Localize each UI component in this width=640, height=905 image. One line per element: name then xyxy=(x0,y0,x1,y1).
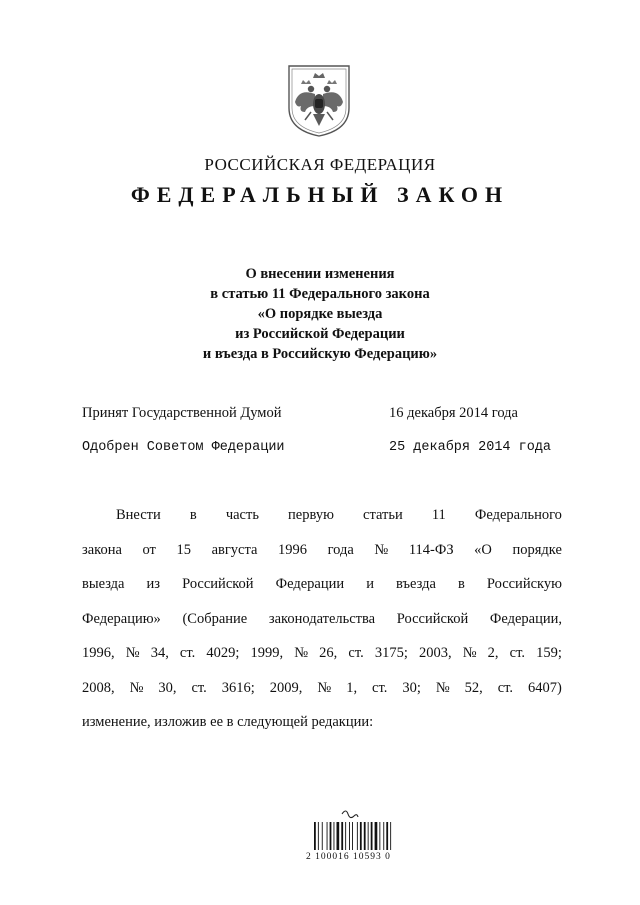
body-word: № xyxy=(317,679,332,696)
barcode-bar xyxy=(334,822,335,850)
body-line xyxy=(82,680,562,715)
body-word: из xyxy=(146,576,161,592)
body-word: порядке xyxy=(512,541,562,558)
adoption-date: 25 декабря 2014 года xyxy=(389,440,552,455)
body-word: ст. xyxy=(179,645,196,661)
barcode-bar xyxy=(352,822,353,850)
barcode-bar xyxy=(349,822,350,850)
barcode-bar xyxy=(318,822,319,850)
body-word: 2009, xyxy=(269,679,303,696)
barcode-bar xyxy=(345,822,346,850)
body-word: 4029; xyxy=(206,645,240,661)
barcode-bar xyxy=(357,822,358,850)
body-word: въезда xyxy=(396,576,436,592)
barcode-bar xyxy=(383,822,384,850)
body-word: ст. xyxy=(348,645,364,661)
body-word: «О xyxy=(474,541,492,558)
body-word: № xyxy=(462,645,477,661)
body-line xyxy=(82,542,562,577)
body-word: Российскую xyxy=(486,576,562,592)
body-word: от xyxy=(142,541,156,558)
body-word: 2003, xyxy=(418,645,452,661)
body-line xyxy=(82,576,562,611)
document-type-title: ФЕДЕРАЛЬНЫЙ ЗАКОН xyxy=(130,182,510,207)
body-word: 30, xyxy=(158,679,177,696)
law-body-text xyxy=(82,507,562,749)
barcode-bar xyxy=(360,822,362,850)
body-word: 6407) xyxy=(528,679,562,696)
body-word: Федерального xyxy=(474,507,562,523)
adoption-date: 16 декабря 2014 года xyxy=(389,405,518,421)
barcode-bar xyxy=(364,822,366,850)
body-word: Федерации xyxy=(275,576,345,592)
body-word: Федерацию» xyxy=(82,610,161,627)
barcode-bar xyxy=(386,822,388,850)
barcode-bar xyxy=(330,822,332,850)
body-word: законодательства xyxy=(268,610,376,627)
coat-of-arms-icon xyxy=(285,62,353,138)
body-word: изменение, изложив ее в следующей редакции: xyxy=(82,714,374,730)
body-word: ст. xyxy=(191,679,207,696)
body-word: 1, xyxy=(346,679,358,696)
body-word: 30; xyxy=(402,679,421,696)
body-word: 1999, xyxy=(250,645,284,661)
body-word: № xyxy=(129,679,144,696)
subject-line: в статью 11 Федерального закона xyxy=(210,286,430,302)
body-line xyxy=(82,714,562,749)
subject-line: О внесении изменения xyxy=(245,266,395,282)
barcode-bar xyxy=(314,822,316,850)
body-word: года xyxy=(327,541,354,558)
country-name: РОССИЙСКАЯ ФЕДЕРАЦИЯ xyxy=(204,155,436,174)
body-word: Российской xyxy=(396,610,469,627)
body-word: 1996 xyxy=(278,541,308,558)
subject-line: из Российской Федерации xyxy=(235,326,405,342)
body-word: Внести xyxy=(116,507,161,523)
body-word: № xyxy=(374,541,389,558)
body-word: 52, xyxy=(464,679,483,696)
barcode-bar xyxy=(379,822,380,850)
barcode-bar xyxy=(368,822,369,850)
body-word: № xyxy=(125,645,140,661)
barcode-bar xyxy=(341,822,343,850)
body-word: 2008, xyxy=(82,679,115,696)
body-word: часть xyxy=(225,507,259,523)
body-word: в xyxy=(189,507,197,523)
body-word: первую xyxy=(288,507,334,523)
body-word: 11 xyxy=(431,507,446,523)
body-word: № xyxy=(294,645,309,661)
body-word: августа xyxy=(211,541,258,558)
body-word: 3175; xyxy=(374,645,408,661)
body-line xyxy=(82,507,562,542)
body-word: ст. xyxy=(497,679,514,696)
body-word: 26, xyxy=(319,645,338,661)
barcode-icon xyxy=(300,808,392,878)
adoption-label: Одобрен Советом Федерации xyxy=(82,440,285,455)
body-word: 34, xyxy=(150,645,169,661)
law-subject xyxy=(0,264,640,364)
body-line xyxy=(82,645,562,680)
body-word: 3616; xyxy=(221,679,255,696)
signature-mark-icon xyxy=(342,811,358,818)
body-line xyxy=(82,611,562,646)
body-word: 114-ФЗ xyxy=(408,541,454,558)
body-word: Федерации, xyxy=(489,610,562,627)
body-word: в xyxy=(457,576,465,592)
body-word: ст. xyxy=(372,679,388,696)
barcode-bar xyxy=(337,822,340,850)
barcode-bar xyxy=(371,822,373,850)
body-word: (Собрание xyxy=(182,610,248,627)
body-word: ст. xyxy=(509,645,525,661)
barcode-bar xyxy=(390,822,391,850)
body-word: выезда xyxy=(82,576,125,592)
barcode-bar xyxy=(375,822,378,850)
barcode-bar xyxy=(327,822,328,850)
body-word: 2, xyxy=(487,645,499,661)
barcode-bar xyxy=(322,822,323,850)
body-word: статьи xyxy=(363,507,403,523)
body-word: Российской xyxy=(182,576,254,592)
body-word: и xyxy=(366,576,374,592)
body-word: 1996, xyxy=(82,645,115,661)
body-word: 15 xyxy=(176,541,191,558)
body-word: закона xyxy=(82,541,122,558)
adoption-label: Принят Государственной Думой xyxy=(82,405,282,421)
body-word: 159; xyxy=(536,645,562,661)
barcode-number: 2 100016 10593 0 xyxy=(306,852,391,862)
subject-line: и въезда в Российскую Федерацию» xyxy=(202,346,438,362)
body-word: № xyxy=(435,679,450,696)
subject-line: «О порядке выезда xyxy=(257,306,383,322)
